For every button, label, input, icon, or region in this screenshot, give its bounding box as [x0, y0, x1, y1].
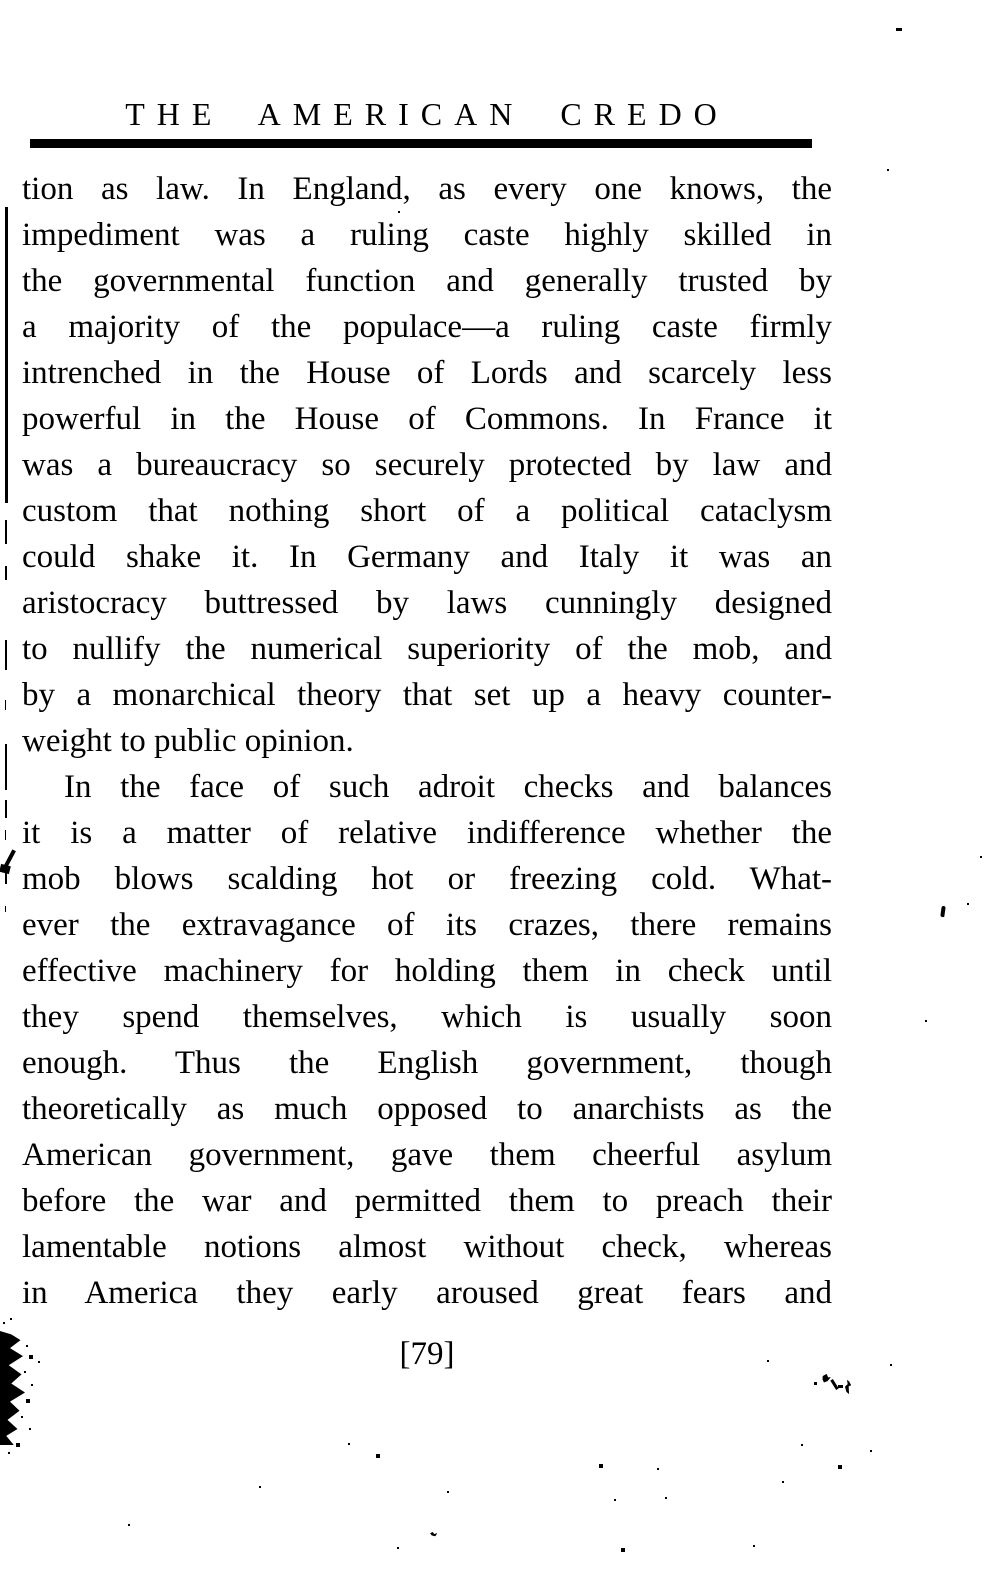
text-line: impediment was a ruling caste highly skilled in — [22, 217, 832, 253]
text-line: before the war and permitted them to preach their — [22, 1183, 832, 1219]
text-line: in America they early aroused great fears and — [22, 1275, 832, 1311]
text-line: to nullify the numerical superiority of the mob, and — [22, 631, 832, 667]
scribble-mark — [838, 1385, 843, 1388]
body-text — [22, 166, 832, 1316]
text-line: the governmental function and generally trusted by — [22, 263, 832, 299]
tick-speck-artifact — [430, 1531, 438, 1537]
gutter-line-segment — [5, 700, 6, 710]
comma-speck-artifact — [940, 906, 945, 917]
text-line: aristocracy buttressed by laws cunningly designed — [22, 585, 832, 621]
text-line: tion as law. In England, as every one knows, the — [22, 171, 832, 207]
text-line: a majority of the populace—a ruling caste firmly — [22, 309, 832, 345]
text-line: lamentable notions almost without check, whereas — [22, 1229, 832, 1265]
text-line: weight to public opinion. — [22, 723, 354, 759]
text-line: American government, gave them cheerful asylum — [22, 1137, 832, 1173]
text-line: could shake it. In Germany and Italy it was an — [22, 539, 832, 575]
scribble-artifact — [812, 1370, 857, 1398]
gutter-line-segment — [5, 744, 7, 790]
scribble-mark — [844, 1380, 851, 1395]
gutter-line-segment — [5, 520, 7, 544]
gutter-line-segment — [5, 566, 7, 580]
text-line: effective machinery for holding them in check until — [22, 953, 832, 989]
dash-speck-artifact — [896, 28, 902, 31]
gutter-line-segment — [5, 830, 6, 840]
text-line: In the face of such adroit checks and balances — [64, 769, 832, 805]
scribble-mark — [814, 1382, 817, 1385]
text-line: was a bureaucracy so securely protected by law and — [22, 447, 832, 483]
text-line: they spend themselves, which is usually soon — [22, 999, 832, 1035]
gutter-line-segment — [5, 640, 7, 670]
text-line: intrenched in the House of Lords and scarcely less — [22, 355, 832, 391]
text-line: theoretically as much opposed to anarchists as the — [22, 1091, 832, 1127]
text-line: by a monarchical theory that set up a heavy counter- — [22, 677, 832, 713]
text-line: ever the extravagance of its crazes, there remains — [22, 907, 832, 943]
gutter-line-segment — [5, 800, 7, 818]
page-number: [79] — [399, 1336, 455, 1372]
text-line: powerful in the House of Commons. In France it — [22, 401, 832, 437]
dust-specks-artifact — [0, 0, 2, 2]
text-line: custom that nothing short of a political cataclysm — [22, 493, 832, 529]
gutter-line-segment — [5, 207, 8, 503]
text-line: it is a matter of relative indifference whether the — [22, 815, 832, 851]
page-title: THE AMERICAN CREDO — [125, 96, 729, 132]
text-line: enough. Thus the English government, though — [22, 1045, 832, 1081]
text-line: mob blows scalding hot or freezing cold. What- — [22, 861, 832, 897]
title-rule — [30, 139, 812, 148]
pen-mark-base — [0, 864, 11, 874]
gutter-line-segment — [5, 906, 6, 912]
pen-mark-artifact — [0, 848, 18, 888]
scribble-mark — [821, 1373, 832, 1384]
